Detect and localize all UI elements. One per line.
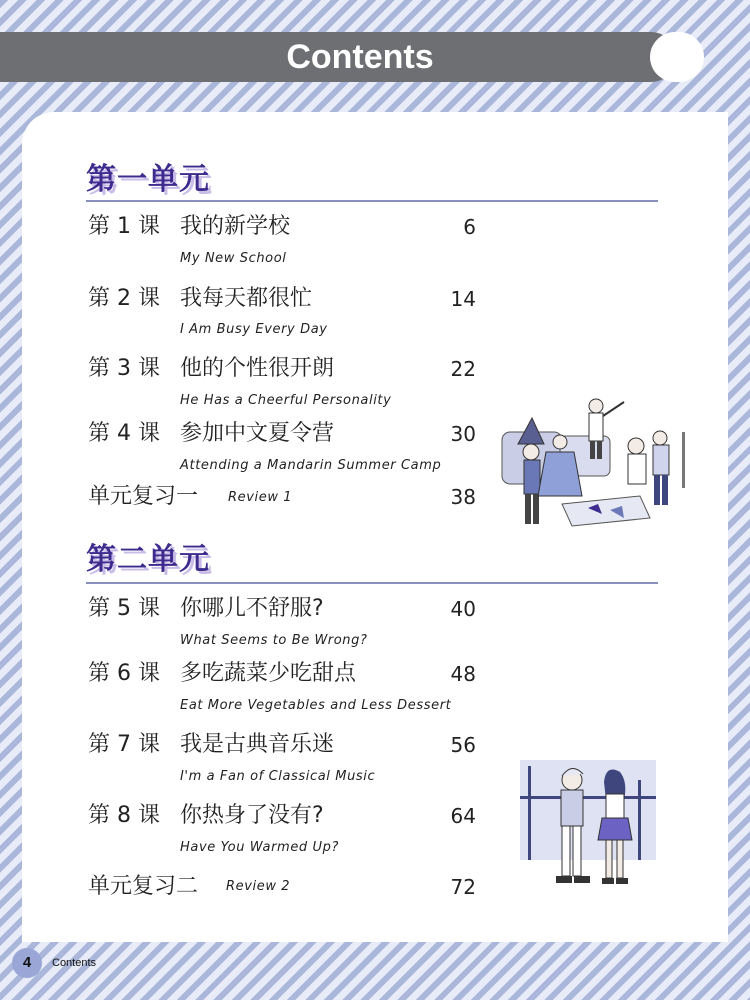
lesson-2-number: 第 2 课 (88, 286, 160, 311)
review-1-page: 38 (450, 485, 476, 509)
lesson-4-page: 30 (450, 422, 476, 446)
summer-camp-illustration (500, 392, 690, 534)
lesson-4-title[interactable]: 参加中文夏令营 (180, 421, 335, 446)
lesson-3-english: He Has a Cheerful Personality (180, 393, 392, 408)
lesson-7-number: 第 7 课 (88, 732, 160, 757)
lesson-2-title[interactable]: 我每天都很忙 (180, 286, 313, 311)
review-2-english: Review 2 (226, 879, 291, 894)
review-2-title[interactable]: 单元复习二 (88, 874, 199, 899)
lesson-5-number: 第 5 课 (88, 596, 160, 621)
unit-2-heading: 第二单元 (86, 542, 210, 577)
lesson-8-title[interactable]: 你热身了没有? (180, 803, 324, 828)
lesson-4-number: 第 4 课 (88, 421, 160, 446)
lesson-5-title[interactable]: 你哪儿不舒服? (180, 596, 324, 621)
footer-label: Contents (52, 957, 97, 969)
lesson-6-english: Eat More Vegetables and Less Dessert (180, 698, 452, 713)
lesson-8-english: Have You Warmed Up? (180, 840, 339, 855)
lesson-1-number: 第 1 课 (88, 214, 160, 239)
review-1-title[interactable]: 单元复习一 (88, 484, 199, 509)
page-number: 4 (12, 948, 42, 978)
lesson-6-number: 第 6 课 (88, 661, 160, 686)
lesson-5-english: What Seems to Be Wrong? (180, 633, 368, 648)
page-title: Contents (286, 38, 434, 76)
lesson-1-english: My New School (180, 251, 287, 266)
lesson-3-page: 22 (450, 357, 476, 381)
lesson-2-page: 14 (450, 287, 476, 311)
lesson-7-english: I'm a Fan of Classical Music (180, 769, 376, 784)
lesson-6-page: 48 (450, 662, 476, 686)
lesson-5-page: 40 (450, 597, 476, 621)
unit-1-heading: 第一单元 (86, 162, 210, 197)
lesson-6-title[interactable]: 多吃蔬菜少吃甜点 (180, 661, 357, 686)
lesson-7-title[interactable]: 我是古典音乐迷 (180, 732, 335, 757)
lesson-3-title[interactable]: 他的个性很开朗 (180, 356, 335, 381)
lesson-4-english: Attending a Mandarin Summer Camp (180, 458, 442, 473)
students-illustration (520, 760, 656, 900)
unit-2-divider (86, 582, 658, 584)
review-2-page: 72 (450, 875, 476, 899)
lesson-3-number: 第 3 课 (88, 356, 160, 381)
lesson-1-title[interactable]: 我的新学校 (180, 214, 291, 239)
review-1-english: Review 1 (228, 490, 293, 505)
lesson-8-page: 64 (450, 804, 476, 828)
lesson-8-number: 第 8 课 (88, 803, 160, 828)
unit-1-divider (86, 200, 658, 202)
lesson-2-english: I Am Busy Every Day (180, 322, 328, 337)
lesson-7-page: 56 (450, 733, 476, 757)
lesson-1-page: 6 (463, 215, 476, 239)
